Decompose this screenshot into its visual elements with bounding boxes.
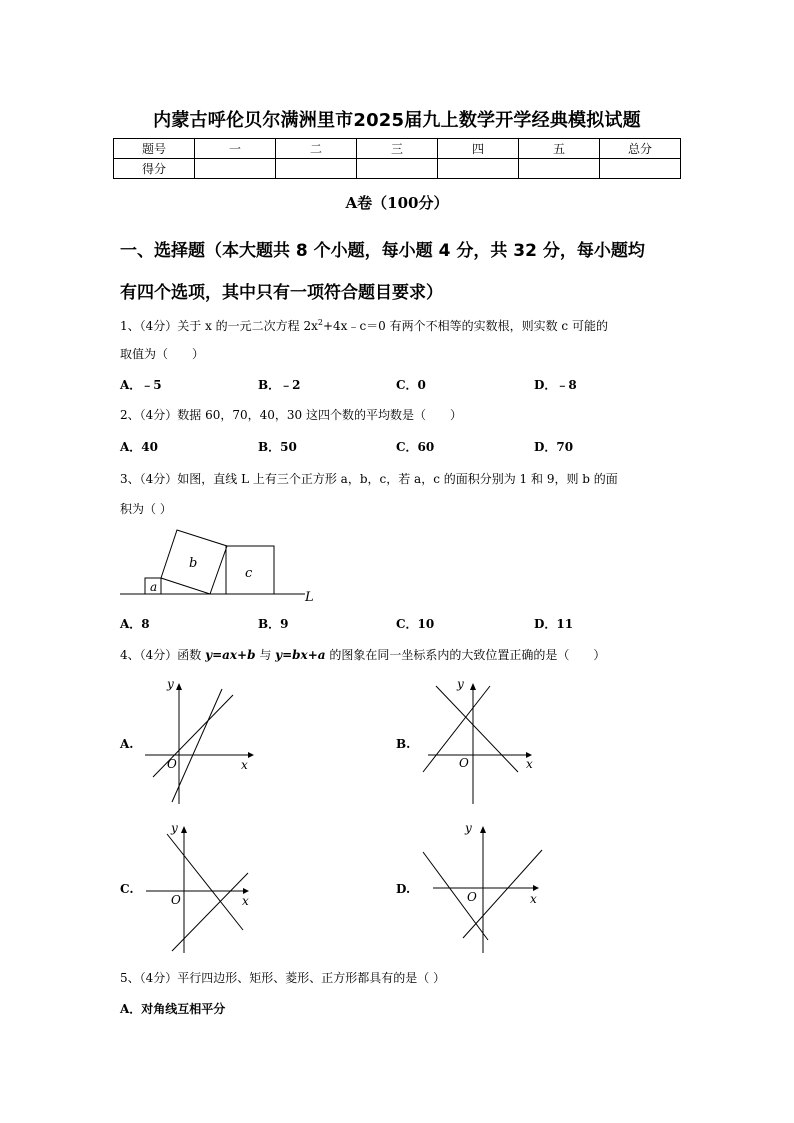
score-header-cell: 四 (438, 139, 519, 159)
q3-option-d[interactable]: D．11 (534, 617, 574, 631)
q3-option-c[interactable]: C．10 (396, 617, 435, 631)
q2-option-a[interactable]: A．40 (120, 440, 159, 454)
x-axis-label: x (241, 758, 248, 772)
x-axis-arrow-icon (248, 752, 254, 758)
y-axis-label: y (167, 677, 174, 691)
section-1-line-1: 一、选择题（本大题共 8 个小题，每小题 4 分，共 32 分，每小题均 (120, 241, 645, 261)
q4-function-1: y=ax+b (205, 648, 256, 662)
x-axis-arrow-icon (533, 885, 539, 891)
section-a-heading: A卷（100分） (345, 194, 449, 212)
y-axis-arrow-icon (176, 683, 182, 690)
y-axis-label: y (171, 821, 178, 835)
q1-exponent: 2 (317, 318, 323, 327)
q1-stem (120, 315, 700, 334)
graph-line-1 (423, 686, 490, 772)
q3-stem: 3、（4分）如图，直线 L 上有三个正方形 a，b，c，若 a，c 的面积分别为 1 和 9，则 b 的面 (120, 472, 618, 486)
graph-line-1 (167, 834, 243, 930)
origin-label: O (171, 893, 181, 907)
q1-option-a[interactable]: A．﹣5 (120, 378, 162, 392)
score-table-header-row (114, 139, 681, 159)
score-table (113, 138, 681, 179)
q4-option-a[interactable]: A. (120, 737, 134, 751)
x-axis-label: x (242, 894, 249, 908)
label-c: c (245, 566, 253, 581)
q4-option-d[interactable]: D. (396, 882, 411, 896)
x-axis-label: x (530, 892, 537, 906)
q4-option-b[interactable]: B. (396, 737, 411, 751)
section-1-heading (120, 230, 700, 314)
graph-line-1 (153, 695, 233, 777)
q3-option-a[interactable]: A．8 (120, 617, 150, 631)
score-table-score-row (114, 159, 681, 179)
exam-title: 内蒙古呼伦贝尔满洲里市2025届九上数学开学经典模拟试题 (153, 110, 641, 131)
q3-option-b[interactable]: B．9 (258, 617, 289, 631)
x-axis-label: x (526, 757, 533, 771)
q1-stem-line-2: 取值为（ ） (120, 347, 205, 361)
score-header-cell: 总分 (600, 139, 681, 159)
q4-function-2: y=bx+a (275, 648, 326, 662)
score-header-cell: 三 (357, 139, 438, 159)
label-a: a (150, 580, 158, 594)
score-cell (519, 159, 600, 179)
q1-option-b[interactable]: B．﹣2 (258, 378, 301, 392)
graph-line-1 (423, 852, 488, 940)
y-axis-arrow-icon (181, 826, 187, 833)
origin-label: O (459, 756, 469, 770)
q4-graph-d[interactable] (420, 818, 550, 958)
q1-stem-part-a: 1、（4分）关于 x 的一元二次方程 2x (120, 319, 318, 333)
score-header-cell: 二 (276, 139, 357, 159)
q4-stem-mid: 与 (255, 648, 276, 662)
q5-stem: 5、（4分）平行四边形、矩形、菱形、正方形都具有的是（ ） (120, 971, 446, 985)
q1-option-c[interactable]: C．0 (396, 378, 426, 392)
label-l: L (305, 590, 314, 605)
q2-option-c[interactable]: C．60 (396, 440, 435, 454)
origin-label: O (167, 757, 177, 771)
q4-graph-b[interactable] (420, 672, 545, 807)
q5-option-a[interactable]: A．对角线互相平分 (120, 1002, 226, 1016)
graph-line-2 (436, 686, 518, 772)
score-cell (276, 159, 357, 179)
q4-stem-post: 的图象在同一坐标系内的大致位置正确的是（ ） (325, 648, 606, 662)
score-header-cell: 一 (195, 139, 276, 159)
q4-graph-c[interactable] (140, 818, 265, 958)
q3-stem-line-2: 积为（ ） (120, 502, 172, 516)
score-cell (600, 159, 681, 179)
q2-option-b[interactable]: B．50 (258, 440, 297, 454)
y-axis-arrow-icon (470, 683, 476, 690)
q4-graph-a[interactable] (140, 672, 260, 807)
score-cell (438, 159, 519, 179)
section-1-line-2: 有四个选项，其中只有一项符合题目要求） (120, 283, 443, 303)
q4-stem-pre: 4、（4分）函数 (120, 648, 206, 662)
score-cell (195, 159, 276, 179)
q1-option-d[interactable]: D．﹣8 (534, 378, 577, 392)
score-row-label: 得分 (114, 159, 195, 179)
q1-stem-part-b: +4x﹣c＝0 有两个不相等的实数根，则实数 c 可能的 (322, 319, 608, 333)
score-header-cell: 题号 (114, 139, 195, 159)
origin-label: O (467, 890, 477, 904)
y-axis-label: y (457, 677, 464, 691)
graph-line-2 (172, 873, 248, 951)
q4-option-c[interactable]: C. (120, 882, 134, 896)
y-axis-arrow-icon (480, 826, 486, 833)
q2-stem: 2、（4分）数据 60，70，40，30 这四个数的平均数是（ ） (120, 408, 462, 422)
q2-option-d[interactable]: D．70 (534, 440, 574, 454)
q3-squares-figure (115, 525, 325, 605)
label-b: b (189, 556, 198, 571)
score-header-cell: 五 (519, 139, 600, 159)
score-cell (357, 159, 438, 179)
q4-stem (120, 647, 700, 663)
y-axis-label: y (465, 821, 472, 835)
